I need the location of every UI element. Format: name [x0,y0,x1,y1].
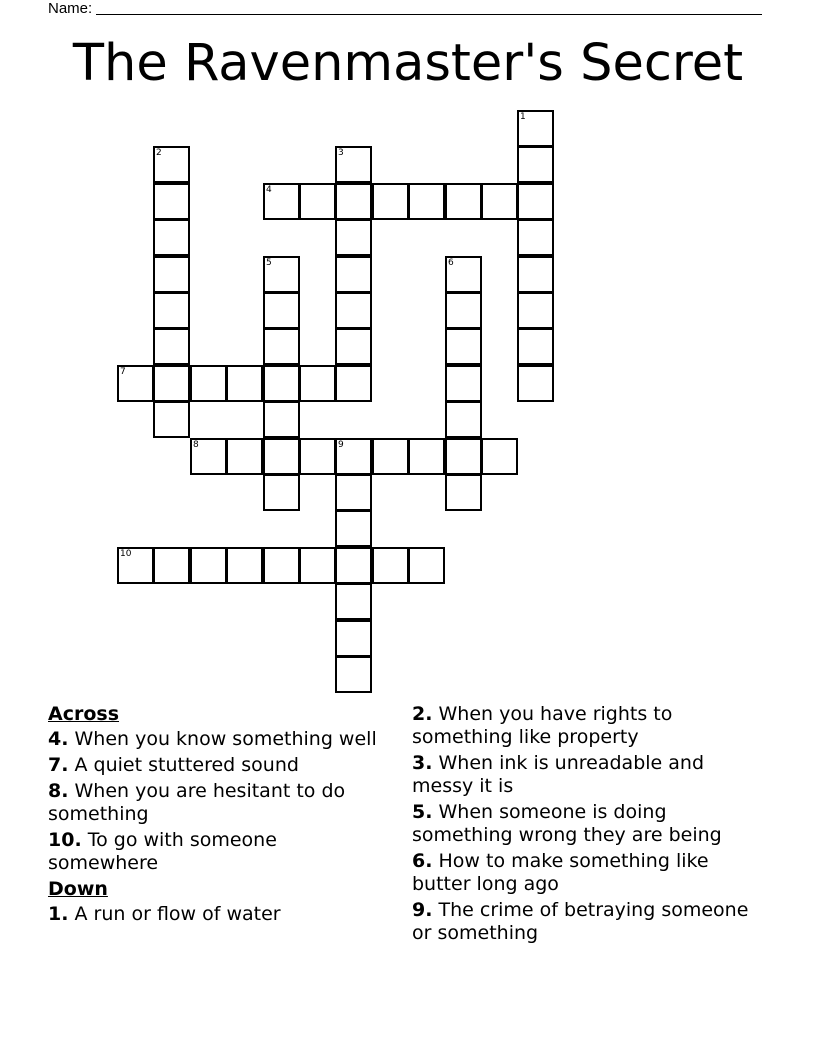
grid-cell[interactable] [517,365,554,402]
grid-cell[interactable] [335,438,372,475]
clue-number: 1. [48,903,69,925]
grid-cell[interactable] [263,474,300,511]
grid-cell[interactable] [335,583,372,620]
grid-cell[interactable] [263,256,300,293]
clue-number: 3. [412,752,433,774]
grid-cell[interactable] [226,547,263,584]
grid-cell[interactable] [372,183,409,220]
clue-down-2 [412,703,762,749]
grid-cell[interactable] [299,365,336,402]
grid-cell[interactable] [445,438,482,475]
name-underline[interactable] [96,0,762,15]
grid-cell[interactable] [517,219,554,256]
clue-text: When ink is unreadable and messy it is [412,752,705,797]
cell-number: 4 [266,185,272,195]
clue-text: To go with someone somewhere [48,829,277,874]
grid-cell[interactable] [372,438,409,475]
cell-number: 10 [120,549,132,559]
grid-cell[interactable] [335,292,372,329]
grid-cell[interactable] [153,328,190,365]
grid-cell[interactable] [335,656,372,693]
grid-cell[interactable] [445,401,482,438]
grid-cell[interactable] [408,438,445,475]
grid-cell[interactable] [263,438,300,475]
grid-cell[interactable] [153,219,190,256]
grid-cell[interactable] [117,365,154,402]
cell-number: 3 [338,148,344,158]
grid-cell[interactable] [263,328,300,365]
clue-number: 8. [48,780,69,802]
grid-cell[interactable] [335,620,372,657]
grid-cell[interactable] [335,146,372,183]
across-heading: Across [48,703,120,725]
grid-cell[interactable] [153,183,190,220]
grid-cell[interactable] [263,401,300,438]
clue-text: When you have rights to something like property [412,703,673,748]
clue-number: 2. [412,703,433,725]
grid-cell[interactable] [408,183,445,220]
clue-text: When you are hesitant to do something [48,780,346,825]
clue-across-4 [48,728,388,751]
grid-cell[interactable] [517,292,554,329]
clue-down-1 [48,903,388,926]
clue-text: When someone is doing something wrong they are being [412,801,722,846]
clue-text: How to make something like butter long ago [412,850,709,895]
grid-cell[interactable] [445,365,482,402]
grid-cell[interactable] [517,183,554,220]
grid-cell[interactable] [335,183,372,220]
clues-column-left [48,703,388,929]
clue-across-8 [48,780,388,826]
clue-number: 6. [412,850,433,872]
clue-number: 9. [412,899,433,921]
grid-cell[interactable] [335,219,372,256]
clue-across-10 [48,829,388,875]
grid-cell[interactable] [299,438,336,475]
clue-number: 5. [412,801,433,823]
grid-cell[interactable] [226,438,263,475]
grid-cell[interactable] [153,365,190,402]
grid-cell[interactable] [299,547,336,584]
clue-down-9 [412,899,762,945]
grid-cell[interactable] [153,547,190,584]
grid-cell[interactable] [263,183,300,220]
name-field[interactable] [48,0,762,18]
grid-cell[interactable] [153,256,190,293]
grid-cell[interactable] [335,256,372,293]
grid-cell[interactable] [517,256,554,293]
grid-cell[interactable] [335,474,372,511]
clue-text: A run or flow of water [74,903,281,925]
grid-cell[interactable] [335,365,372,402]
clue-text: When you know something well [74,728,377,750]
grid-cell[interactable] [372,547,409,584]
cell-number: 7 [120,367,126,377]
grid-cell[interactable] [190,365,227,402]
grid-cell[interactable] [335,510,372,547]
grid-cell[interactable] [445,256,482,293]
cell-number: 2 [156,148,162,158]
grid-cell[interactable] [445,292,482,329]
grid-cell[interactable] [335,328,372,365]
grid-cell[interactable] [190,438,227,475]
grid-cell[interactable] [226,365,263,402]
grid-cell[interactable] [263,292,300,329]
grid-cell[interactable] [153,146,190,183]
clue-down-5 [412,801,762,847]
grid-cell[interactable] [117,547,154,584]
grid-cell[interactable] [481,183,518,220]
grid-cell[interactable] [263,547,300,584]
cell-number: 1 [520,112,526,122]
grid-cell[interactable] [153,292,190,329]
grid-cell[interactable] [445,474,482,511]
cell-number: 5 [266,258,272,268]
clue-number: 7. [48,754,69,776]
clue-down-6 [412,850,762,896]
clue-text: A quiet stuttered sound [74,754,299,776]
grid-cell[interactable] [335,547,372,584]
down-heading: Down [48,878,108,900]
grid-cell[interactable] [153,401,190,438]
clue-number: 10. [48,829,82,851]
clue-across-7 [48,754,388,777]
cell-number: 8 [193,440,199,450]
grid-cell[interactable] [263,365,300,402]
grid-cell[interactable] [190,547,227,584]
grid-cell[interactable] [299,183,336,220]
name-label: Name: [48,0,93,17]
grid-cell[interactable] [517,146,554,183]
grid-cell[interactable] [481,438,518,475]
cell-number: 6 [448,258,454,268]
cell-number: 9 [338,440,344,450]
grid-cell[interactable] [445,328,482,365]
grid-cell[interactable] [408,547,445,584]
clues-column-right [412,703,762,948]
clue-number: 4. [48,728,69,750]
clue-text: The crime of betraying someone or something [412,899,749,944]
grid-cell[interactable] [517,110,554,147]
grid-cell[interactable] [517,328,554,365]
grid-cell[interactable] [445,183,482,220]
clue-down-3 [412,752,762,798]
puzzle-title: The Ravenmaster's Secret [72,34,744,93]
